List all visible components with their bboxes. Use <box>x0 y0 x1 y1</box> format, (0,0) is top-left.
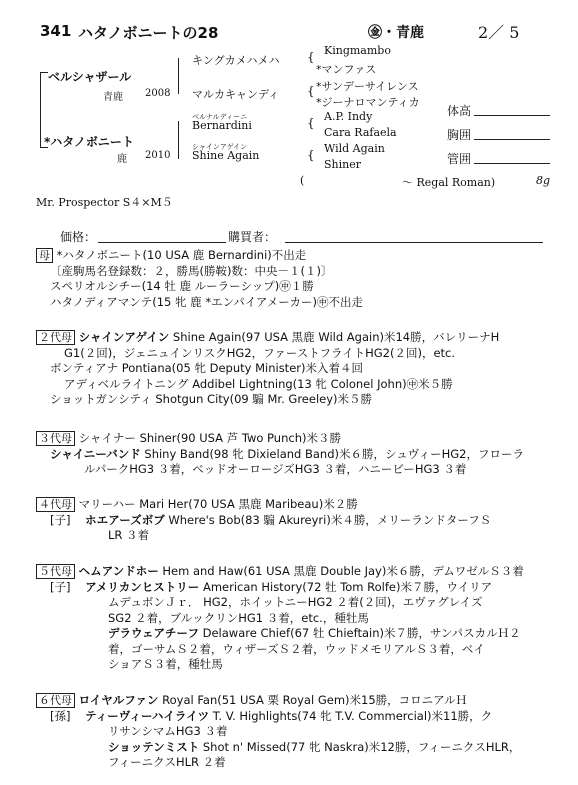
horse-name: ハタノボニートの28 <box>78 24 219 42</box>
paren-right: ～ Regal Roman) <box>402 176 496 189</box>
gen4-section: ４代母 マリーハー Mari Her(70 USA 黒鹿 Maribeau)米２勝 [子] ホエアーズボブ Where's Bob(83 騸 Akureyri)米４勝，メリーランドターフＳ LR ３着 <box>36 497 556 544</box>
section-label: 母 <box>36 248 53 263</box>
g3-2: *マンファス <box>316 63 377 76</box>
g3-6: Cara Rafaela <box>324 126 397 139</box>
g3-1: Kingmambo <box>324 44 391 57</box>
inbreeding: Mr. Prospector S４×M５ <box>36 196 173 209</box>
dam-name: *ハタノボニート <box>44 135 134 149</box>
g3-5: A.P. Indy <box>324 110 373 123</box>
gen6-section: ６代母 ロイヤルファン Royal Fan(51 USA 栗 Royal Gem)米15勝，コロニアルＨ [孫] ティーヴィーハイライツ T. V. Highlights(74 牝 T.V. Commercial)米11勝，ク リサンシマムHG3 ３着 ショッテンミスト Shot n' Missed(77 牝 Naskra)米12勝，フィーニクスHLR， フィーニクスHLR ２着 <box>36 693 556 771</box>
dam-dam: Shine Again <box>192 149 260 162</box>
sire-sire: キングカメハメハ <box>192 54 280 67</box>
price-label: 価格： <box>60 230 97 244</box>
dam-sire: Bernardini <box>192 119 252 132</box>
gen5-section: ５代母 ヘムアンドホー Hem and Haw(61 USA 黒鹿 Double Jay)米６勝，デムワゼルＳ３着 [子] アメリカンヒストリー American History(72 牡 Tom Rolfe)米７勝，ウイリア ムデュボンＪｒ． HG2，ホイットニーHG2 ２着(２回)，エヴァグレイズ SG2 ２着，ブルックリンHG1 ３着，etc.，種牡馬 デラウェアチーフ Delaware Chief(67 牡 Chieftain)米７勝，サンパスカルＨ２ 着，ゴーサムＳ２着，ウィザーズＳ２着，ウッドメモリアルＳ３着，ベイ ショアＳ３着，種牡馬 <box>36 564 556 673</box>
sire-dam: マルカキャンディ <box>192 88 280 101</box>
paren-left: ( <box>300 174 305 187</box>
sire-year: 2008 <box>145 88 171 99</box>
buyer-label: 購買者： <box>228 230 277 244</box>
sire-color: 青鹿 <box>103 92 123 103</box>
g3-3: *サンデーサイレンス <box>316 80 419 93</box>
page-number: 2／ 5 <box>478 23 520 42</box>
cannon-label: 管囲 <box>447 152 472 166</box>
sire-name: ベルシャザール <box>48 70 132 84</box>
dam-year: 2010 <box>145 150 171 161</box>
sex-color: ㊎・青鹿 <box>368 25 424 41</box>
g3-8: Shiner <box>324 158 361 171</box>
gen2-section: ２代母 シャインアゲイン Shine Again(97 USA 黒鹿 Wild Again)米14勝，バレリーナH G1(２回)，ジェニュインリスクHG2，ファーストフライトHG2(２回)，etc. ボンティアナ Pontiana(05 牝 Deputy Minister)米入着４回 アディベルライトニング Addibel Lightning(13 牝 Colonel John)㊥米５勝 ショットガンシティ Shotgun City(09 騸 Mr. Greeley)米５勝 <box>36 330 556 408</box>
g3-4: *ジーナロマンティカ <box>316 96 420 109</box>
g3-7: Wild Again <box>324 142 385 155</box>
dam-color: 鹿 <box>117 154 127 165</box>
height-label: 体高 <box>447 104 472 118</box>
code: 8g <box>536 174 551 187</box>
lot-number: 341 <box>40 22 72 40</box>
chest-label: 胸囲 <box>447 128 472 142</box>
dam-sire-ruby: ベルナルディーニ <box>192 113 248 121</box>
dam-dam-ruby: シャインアゲイン <box>192 143 248 151</box>
gen3-section: ３代母 シャイナー Shiner(90 USA 芦 Two Punch)米３勝 シャイニーバンド Shiny Band(98 牝 Dixieland Band)米６勝，シュヴィーHG2，フローラ ルパークHG3 ３着，ベッドオーロージズHG3 ３着，ハニービーHG3 ３着 <box>36 431 556 478</box>
dam-section: 母 *ハタノボニート(10 USA 鹿 Bernardini)不出走 〔産駒馬名登録数：２，勝馬(勝鞍)数：中央－１(１)〕 スペリオルシチー(14 牡 鹿 ルーラーシップ)㊥１勝 ハタノディアマンテ(15 牝 鹿 *エンパイアメーカー)㊥不出走 <box>36 248 556 310</box>
